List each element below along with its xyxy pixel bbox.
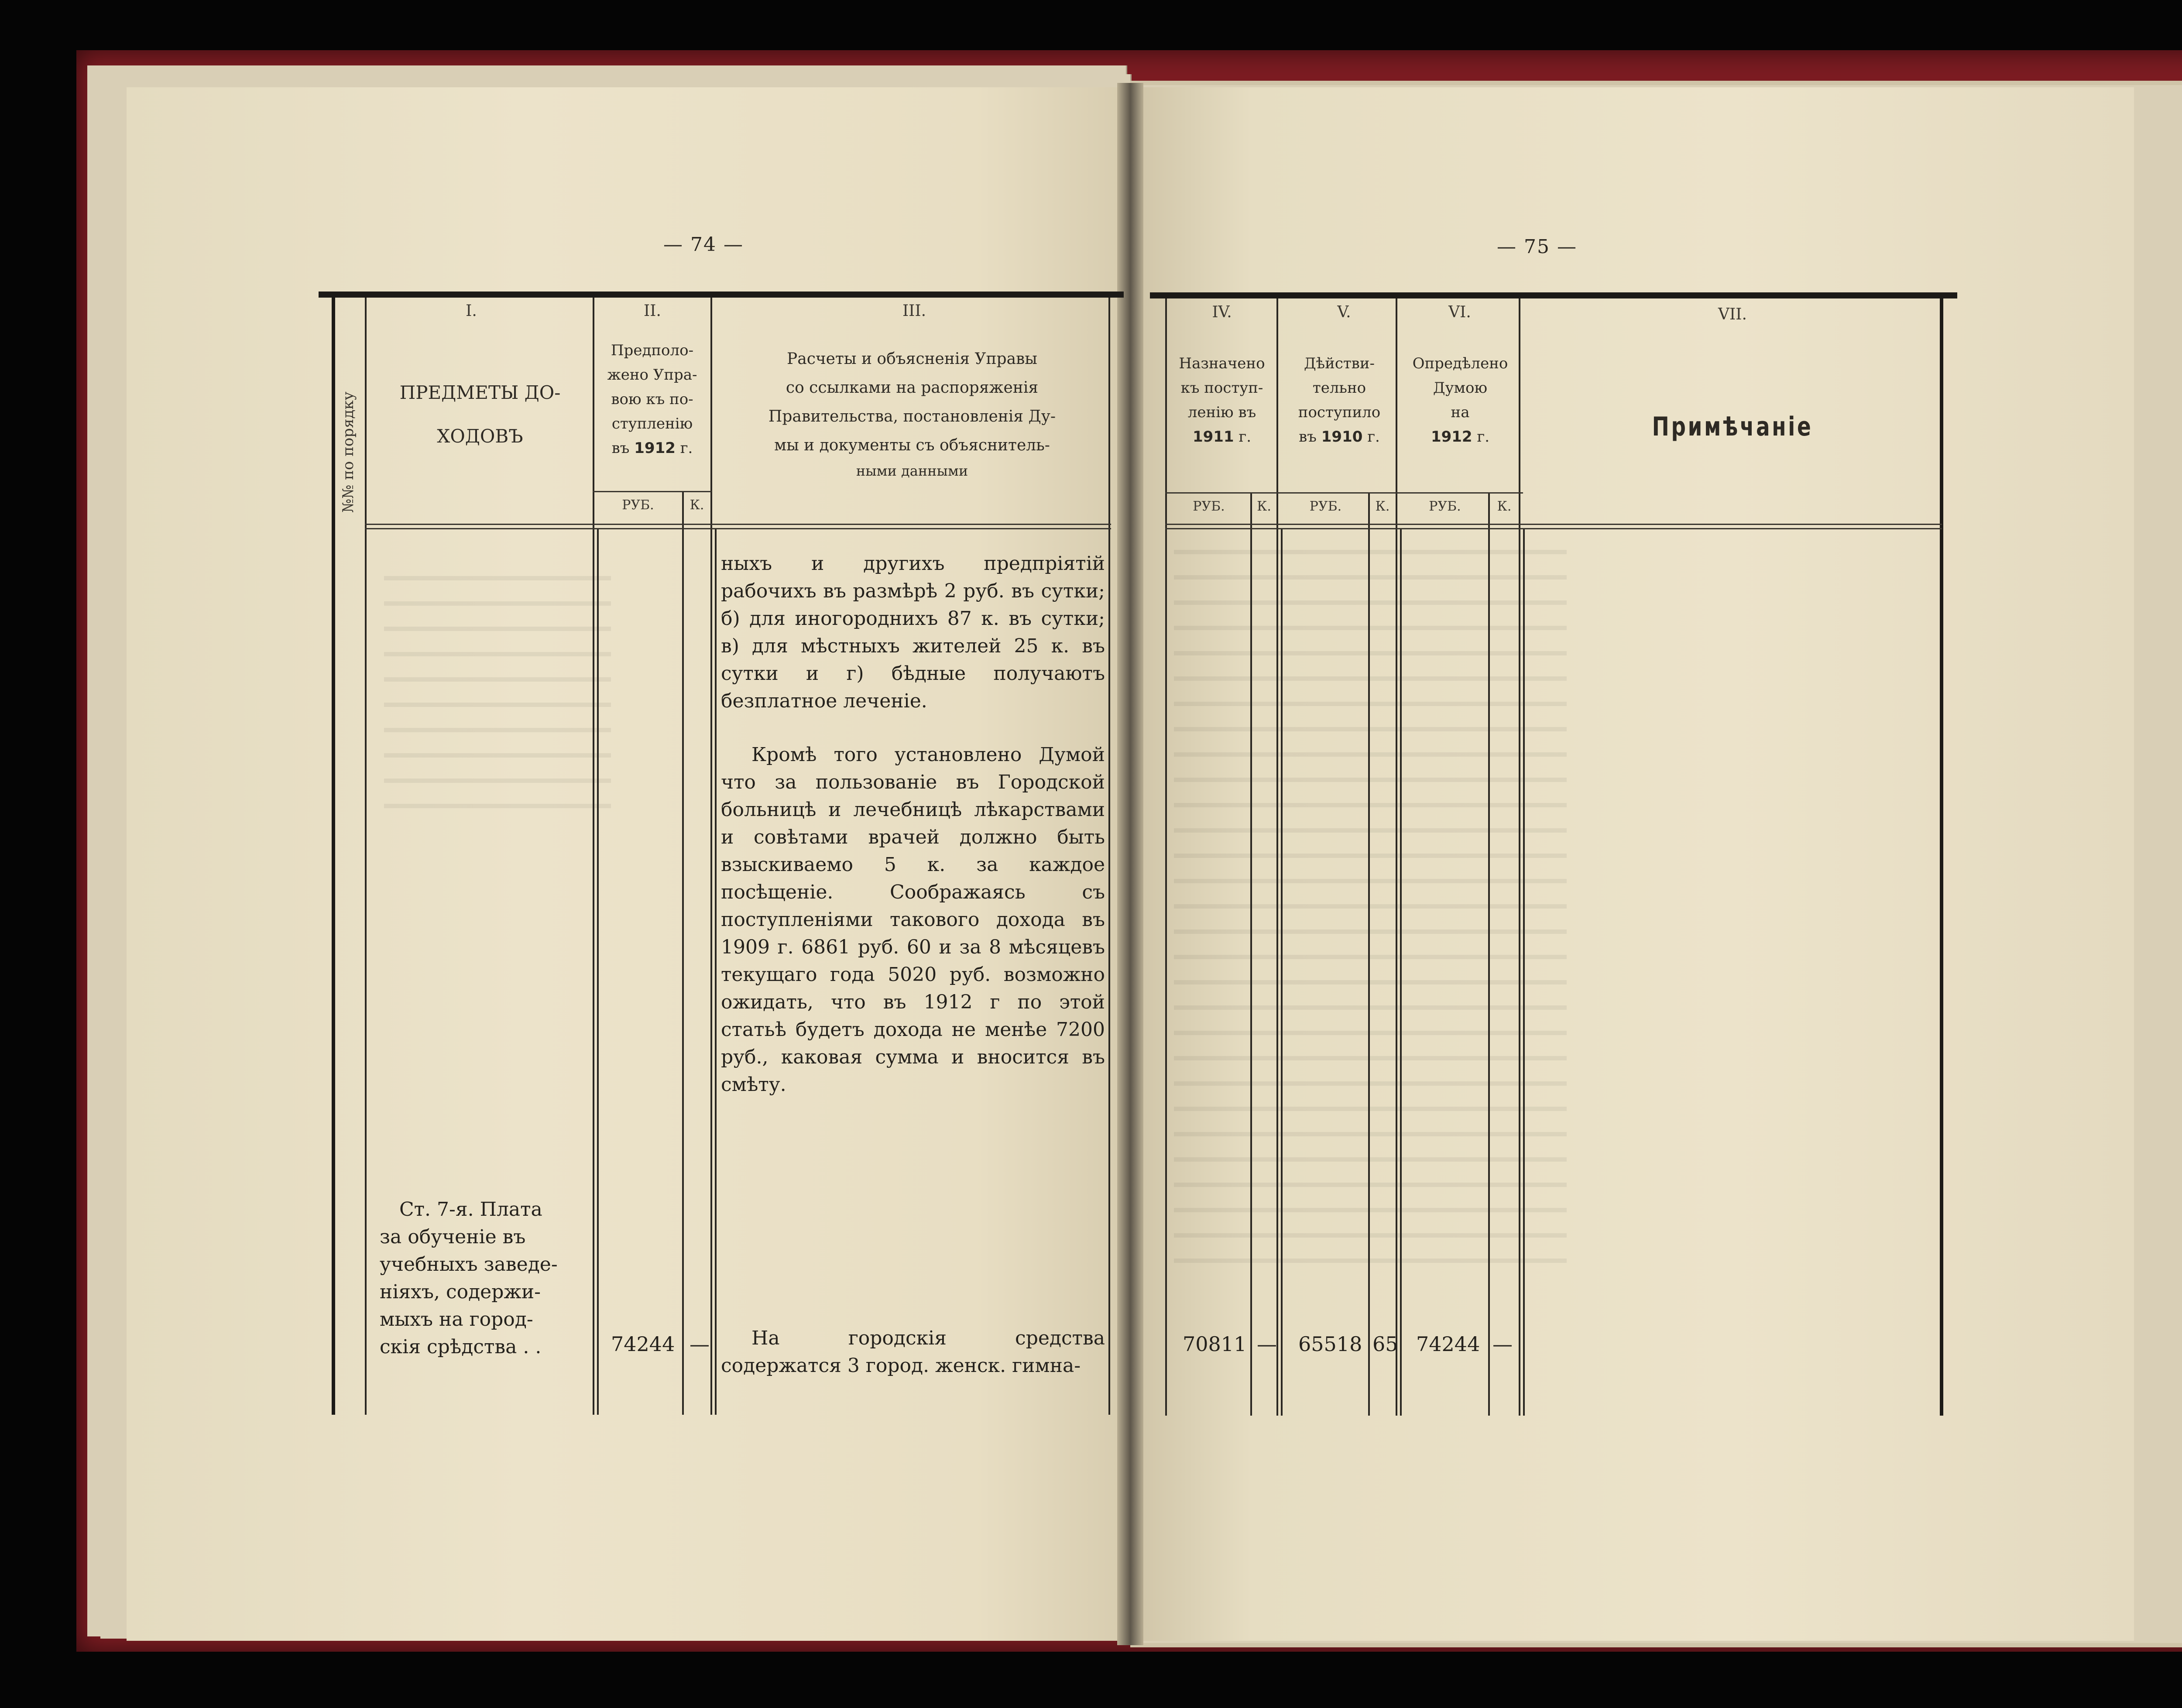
col1-roman: I. xyxy=(466,302,477,320)
col4-header xyxy=(1167,351,1276,449)
unit-row-rule xyxy=(1165,492,1523,494)
col-divider-kopeks xyxy=(682,491,684,1415)
col4-year: 1911 xyxy=(1192,428,1234,446)
item-line: ніяхъ, содержи- xyxy=(380,1281,541,1303)
left-table-top-rule xyxy=(319,292,1124,298)
header-bottom-rule-2 xyxy=(1165,528,1942,529)
col-divider xyxy=(593,298,594,1415)
col1-title-line1: ПРЕДМЕТЫ ДО- xyxy=(399,382,561,403)
unit-row-rule xyxy=(593,491,711,492)
col6-year-suffix: г. xyxy=(1477,428,1490,446)
page-number-left: — 74 — xyxy=(663,233,744,256)
col4-year-suffix: г. xyxy=(1239,428,1252,446)
col5-unit-k: К. xyxy=(1375,499,1390,514)
col-divider-kopeks xyxy=(1488,492,1490,1416)
col-divider-kopeks xyxy=(1250,492,1252,1416)
col-divider xyxy=(1519,298,1520,1416)
col4-line: къ поступ- xyxy=(1180,379,1263,397)
col6-line: на xyxy=(1451,404,1470,421)
col-divider xyxy=(1281,528,1283,1416)
col2-year: 1912 xyxy=(634,439,676,457)
col5-unit-rub: РУБ. xyxy=(1309,499,1342,514)
col3-line: мы и документы съ объяснитель- xyxy=(774,436,1050,454)
col5-amount-rub: 65518 xyxy=(1298,1332,1362,1356)
col3-line: Расчеты и объясненія Управы xyxy=(787,350,1037,368)
col-divider xyxy=(365,298,367,1415)
col-divider xyxy=(1396,298,1397,1416)
col-divider xyxy=(710,298,712,1415)
col2-unit-k: К. xyxy=(690,497,704,513)
col6-year: 1912 xyxy=(1431,428,1472,446)
col3-line: со ссылками на распоряженія xyxy=(786,379,1039,397)
col4-roman: IV. xyxy=(1212,303,1232,321)
col3-paragraph: ныхъ и другихъ предпріятій рабочихъ въ размѣрѣ 2 руб. въ сутки; б) для иногороднихъ 87 к. въ сутки; в) для мѣстныхъ жителей 25 к. въ сутки и г) бѣдные получаютъ безплатное леченіе. xyxy=(721,552,1105,712)
col3-paragraph: Кромѣ того установлено Думой что за пользованіе въ Городской больницѣ и лечебницѣ лѣкарствами и совѣтами врачей должно быть взыскиваемо 5 к. за каждое посѣщеніе. Соображаясь съ поступленіями такового дохода въ 1909 г. 6861 руб. 60 и за 8 мѣсяцевъ текущаго года 5020 руб. возможно ожидать, что въ 1912 г по этой статьѣ будетъ дохода не менѣе 7200 руб., каковая сумма и вносится въ смѣту. xyxy=(721,744,1105,1096)
col6-line: Думою xyxy=(1433,379,1488,397)
col4-line: ленію въ xyxy=(1187,404,1256,421)
col-divider-kopeks xyxy=(1368,492,1370,1416)
col5-header xyxy=(1283,351,1396,449)
col5-year: 1910 xyxy=(1321,428,1363,446)
col6-line: Опредѣлено xyxy=(1412,355,1508,372)
header-bottom-rule xyxy=(365,524,1111,525)
col5-year-prefix: въ xyxy=(1299,428,1317,446)
col2-unit-rub: РУБ. xyxy=(622,497,654,513)
col-divider xyxy=(1108,298,1110,1415)
col2-line: ступленію xyxy=(611,415,693,432)
bleed-through-right xyxy=(1174,550,1567,1270)
col6-roman: VI. xyxy=(1448,303,1471,321)
col-divider xyxy=(1165,298,1167,1416)
col2-amount-rub: 74244 xyxy=(611,1332,675,1356)
col4-amount-k: — xyxy=(1257,1332,1277,1356)
item-line: мыхъ на город- xyxy=(380,1308,533,1331)
col3-header xyxy=(720,345,1104,482)
col4-unit-rub: РУБ. xyxy=(1193,499,1225,514)
col2-line: Предполо- xyxy=(611,342,694,359)
col6-unit-rub: РУБ. xyxy=(1429,499,1461,514)
col2-year-suffix: г. xyxy=(680,439,693,457)
col5-amount-k: 65 xyxy=(1372,1332,1398,1356)
col-divider xyxy=(597,528,599,1415)
item-article-7 xyxy=(380,1196,585,1361)
col5-year-suffix: г. xyxy=(1367,428,1380,446)
col2-amount-k: — xyxy=(690,1332,710,1356)
page-number-right: — 75 — xyxy=(1497,236,1577,258)
col5-line: поступило xyxy=(1298,404,1381,421)
col2-line: жено Упра- xyxy=(607,366,697,384)
item-line: учебныхъ заведе- xyxy=(380,1253,558,1276)
col2-header xyxy=(594,338,710,460)
col3-body-continued xyxy=(721,1324,1105,1379)
bleed-through-left xyxy=(384,576,611,820)
col-divider xyxy=(1400,528,1402,1416)
col2-roman: II. xyxy=(644,302,661,320)
col2-line: вою къ по- xyxy=(611,391,693,408)
right-table-border xyxy=(1940,298,1943,1416)
col4-line: Назначено xyxy=(1179,355,1265,372)
order-column-label: №№ по порядку xyxy=(340,391,357,513)
left-table-border xyxy=(332,298,335,1415)
col5-roman: V. xyxy=(1337,303,1351,321)
col-divider xyxy=(1276,298,1278,1416)
col6-header xyxy=(1402,351,1519,449)
col-divider xyxy=(715,528,717,1415)
book-gutter xyxy=(1117,83,1143,1645)
col2-year-prefix: въ xyxy=(611,439,630,457)
col1-title-line2: ХОДОВЪ xyxy=(437,425,523,447)
col3-line: ными данными xyxy=(856,463,968,479)
col1-header xyxy=(371,377,589,452)
col5-line: Дѣйстви- xyxy=(1304,355,1375,372)
right-table-top-rule xyxy=(1150,292,1957,298)
col7-title: Примѣчаніе xyxy=(1652,412,1813,442)
col3-line: Правительства, постановленія Ду- xyxy=(768,408,1056,425)
col6-amount-rub: 74244 xyxy=(1416,1332,1480,1356)
item-line: за обученіе въ xyxy=(380,1226,526,1248)
col4-unit-k: К. xyxy=(1257,499,1271,514)
col-divider xyxy=(1523,528,1525,1416)
col6-unit-k: К. xyxy=(1497,499,1512,514)
col3-paragraph: На городскія средства содержатся 3 город. женск. гимна- xyxy=(721,1327,1105,1377)
col5-line: тельно xyxy=(1312,379,1366,397)
header-bottom-rule-2 xyxy=(365,528,1111,529)
header-bottom-rule xyxy=(1165,524,1942,525)
item-line: скія срѣдства . . xyxy=(380,1336,542,1358)
col6-amount-k: — xyxy=(1492,1332,1513,1356)
col3-body xyxy=(721,550,1105,1098)
col3-roman: III. xyxy=(902,302,926,320)
col7-roman: VII. xyxy=(1718,305,1747,323)
item-line: Ст. 7-я. Плата xyxy=(399,1198,542,1221)
col4-amount-rub: 70811 xyxy=(1183,1332,1247,1356)
